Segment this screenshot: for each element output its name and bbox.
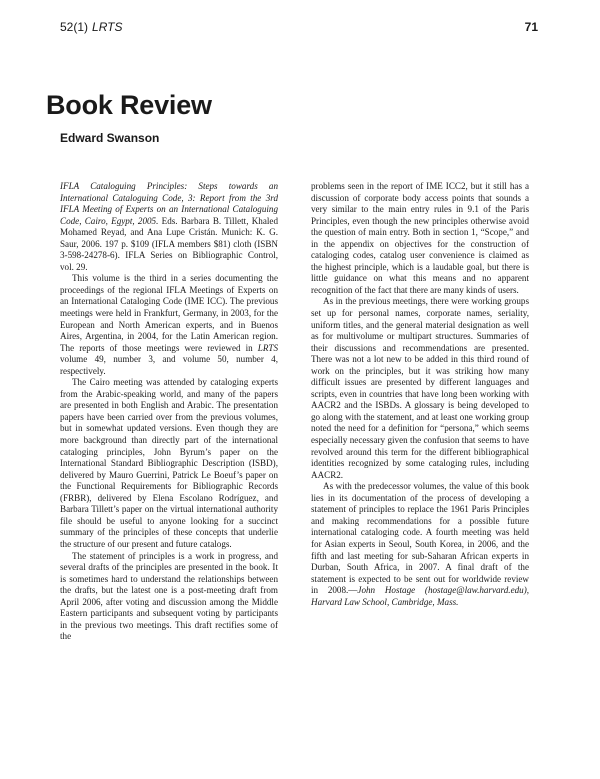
paragraph-3: The statement of principles is a work in progress, and several drafts of the principles are presented in the book. It is sometimes hard to understand the relationships between the drafts, but the latest one is a post-meeting draft from April 2006, after voting and discussion among the Middle Eastern participants and subsequent voting by participants in the previous two meetings. This draft rectifies some of the (60, 550, 278, 642)
citation-details: Eds. Barbara B. Tillett, Khaled Mohamed Reyad, and Ana Lupe Cristán. Munich: K. G. Saur, 2006. 197 p. $109 (IFLA members $81) cloth (ISBN 3-598-24278-6). IFLA Series on Bibliographic Control, vol. 29. (60, 215, 278, 272)
journal-reference: LRTS (257, 342, 278, 353)
paragraph-3-continued: problems seen in the report of IME ICC2, but it still has a discussion of corporate body access points that sounds a very similar to the main entry rules in 9.1 of the Paris Principles, even though the new principles otherwise avoid the question of main entry. Both in section 1, “Scope,” and in the appendix on objectives for the construction of cataloging codes, catalog user convenience is claimed as the highest principle, which is a laudable goal, but there is little guidance on what this means and no apparent recognition of the fact that there are many kinds of users. (311, 181, 529, 295)
volume-issue: 52(1) (60, 20, 89, 34)
book-citation (60, 181, 278, 273)
running-header (60, 20, 538, 36)
journal-title: LRTS (92, 20, 123, 34)
section-author: Edward Swanson (60, 131, 160, 145)
paragraph-5-text: As with the predecessor volumes, the value of this book lies in its documentation of the process of developing a statement of principles to replace the 1961 Paris Principles and making recommendations for a possible future international cataloging code. A fourth meeting was held for Asian experts in Seoul, South Korea, in 2006, and the fifth and last meeting for sub-Saharan African experts in Durban, South Africa, in 2007. A final draft of the statement is expected to be sent out for worldwide review in 2008.— (311, 481, 529, 596)
paragraph-5 (311, 481, 529, 608)
paragraph-1-text-a: This volume is the third in a series documenting the proceedings of the regional IFLA Meetings of Experts on an International Cataloging Code (IME ICC). The previous meetings were held in Frankfurt, Germany, in 2003, for the European and North American experts, and in Buenos Aires, Argentina, in 2004, for the Latin American region. The reports of those meetings were reviewed in (60, 273, 278, 353)
paragraph-2: The Cairo meeting was attended by cataloging experts from the Arabic-speaking world, and many of the papers are presented in both English and Arabic. The presentation papers have been carried over from the previous volumes, but in somewhat updated versions. Even though they are more background than directly part of the international cataloging principles, John Byrum’s paper on the International Standard Bibliographic Description (ISBD), delivered by Mauro Guerrini, Patrick Le Boeuf’s paper on the Functional Requirements for Bibliographic Records (FRBR), delivered by Elena Escolano Rodríguez, and Barbara Tillett’s paper on the virtual international authority file should be useful to anyone looking for a succinct summary of the principles of these concepts that underlie the structure of our present and future catalogs. (60, 377, 278, 549)
left-column (60, 181, 278, 643)
paragraph-1-text-b: volume 49, number 3, and volume 50, number 4, respectively. (60, 354, 278, 376)
paragraph-1 (60, 273, 278, 377)
right-column (311, 181, 529, 608)
paragraph-4: As in the previous meetings, there were working groups set up for personal names, corporate names, seriality, uniform titles, and the general material designation as well as for multivolume or multipart structures. Summaries of their discussions and recommendations are presented. There was not a lot new to be added in this third round of work on the principles, but it was striking how many difficult issues are presented by different languages and scripts, even in countries that have long been working with AACR2 and the ISBDs. A glossary is being developed to go along with the statement, and at least one working group noted the need for a definition for “persona,” which seems especially necessary given the confusion that seems to have revolved around this term for the different bibliographical identities recognized by some cataloging rules, including AACR2. (311, 296, 529, 480)
citation-title: IFLA Cataloguing Principles: Steps towards an International Cataloguing Code, 3: Report from the 3rd IFLA Meeting of Experts on an International Cataloguing Code, Cairo, Egypt, 2005. (60, 181, 278, 226)
journal-issue (60, 20, 122, 34)
reviewer-signature: John Hostage (hostage@law.harvard.edu), Harvard Law School, Cambridge, Mass. (311, 585, 530, 607)
section-title: Book Review (46, 90, 212, 120)
page-number: 71 (524, 20, 538, 34)
